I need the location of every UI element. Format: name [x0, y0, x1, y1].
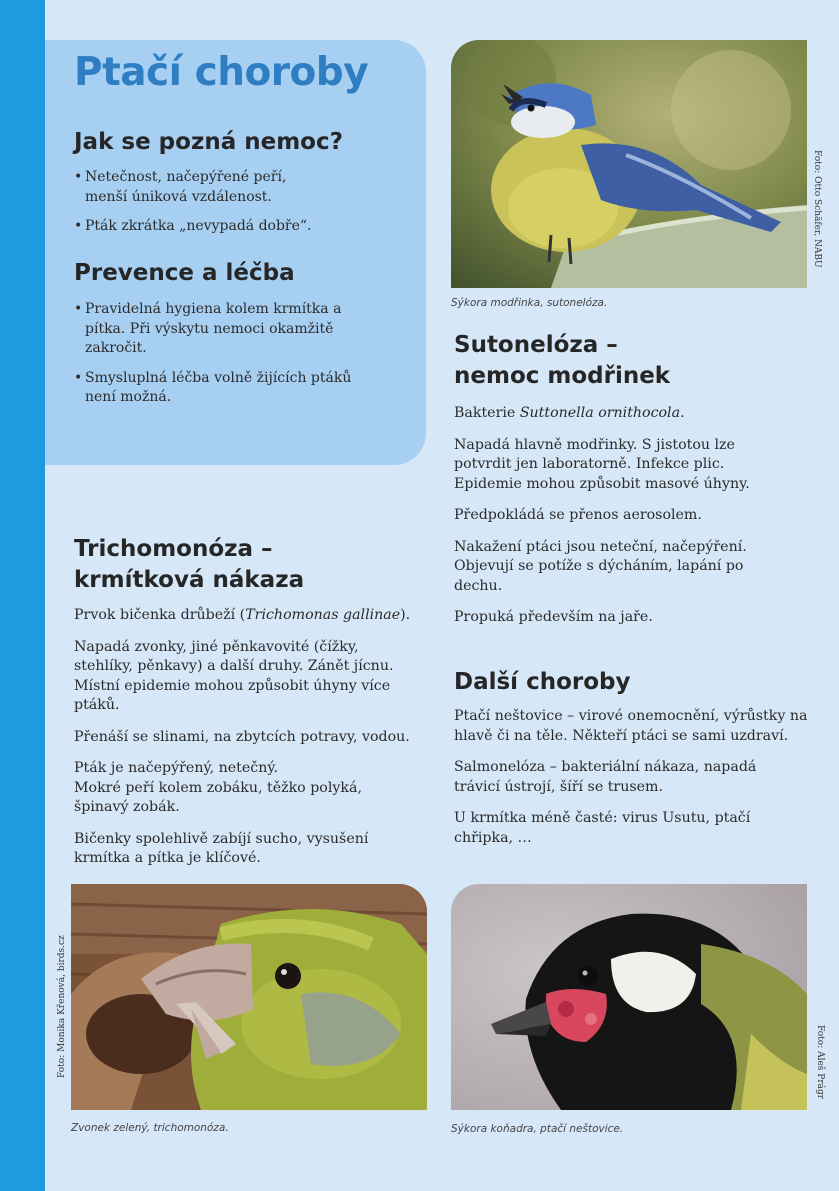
heading-how-to-recognize: Jak se pozná nemoc?	[74, 129, 343, 155]
text-other-diseases	[454, 707, 809, 860]
latin-name: Suttonella ornithocola	[519, 405, 681, 421]
trichomonosis-p1	[74, 606, 429, 626]
other-p2: Salmonelóza – bakteriální nákaza, napadá trávicí ústrojí, šíří se trusem.	[454, 759, 757, 795]
text-span: Prvok bičenka drůbeží (	[74, 607, 246, 623]
bullet-item: • Smysluplná léčba volně žijících ptáků není možná.	[74, 369, 385, 408]
heading-other-diseases: Další choroby	[454, 669, 631, 695]
trichomonosis-p5: Bičenky spolehlivě zabíjí sucho, vysušení krmítka a pítka je klíčové.	[74, 830, 369, 866]
photo-great-tit	[451, 884, 807, 1110]
bullet-item: • Pravidelná hygiena kolem krmítka a pítka. Při výskytu nemoci okamžitě zakročit.	[74, 300, 385, 359]
heading-trichomonosis	[74, 534, 304, 596]
heading-trichomonosis-line2: krmítková nákaza	[74, 567, 305, 593]
other-p1: Ptačí neštovice – virové onemocnění, výrůstky na hlavě či na těle. Někteří ptáci se sami uzdraví.	[454, 708, 808, 744]
side-stripe	[0, 0, 45, 1191]
caption-blue-tit: Sýkora modřinka, sutonelóza.	[451, 297, 608, 309]
sutonelosis-p4: Nakažení ptáci jsou neteční, načepýření. Objevují se potíže s dýcháním, lapání po dechu.	[454, 538, 747, 594]
sutonelosis-p3: Předpokládá se přenos aerosolem.	[454, 507, 702, 523]
credit-greenfinch: Foto: Monika Křenová, birds.cz	[57, 935, 67, 1078]
latin-name: Trichomonas gallinae	[245, 607, 401, 623]
heading-sutonelosis	[454, 330, 670, 392]
credit-blue-tit: Foto: Otto Schäfer, NABU	[812, 150, 822, 268]
other-p3: U krmítka méně časté: virus Usutu, ptačí chřipka, …	[454, 810, 751, 846]
bullet-item: • Netečnost, načepýřené peří, menší úniková vzdálenost.	[74, 168, 315, 207]
page-title: Ptačí choroby	[74, 50, 369, 95]
photo-greenfinch	[71, 884, 427, 1110]
heading-sutonelosis-line2: nemoc modřinek	[454, 363, 671, 389]
text-span: ).	[400, 607, 411, 623]
sutonelosis-p1	[454, 404, 794, 424]
heading-sutonelosis-line1: Sutonelóza –	[454, 332, 618, 358]
trichomonosis-p2: Napadá zvonky, jiné pěnkavovité (čížky, stehlíky, pěnkavy) a další druhy. Zánět jícnu. Místní epidemie mohou způsobit úhyny více ptáků.	[74, 638, 394, 713]
credit-great-tit: Foto: Aleš Prágr	[815, 1025, 825, 1100]
photo-blue-tit	[451, 40, 807, 288]
sutonelosis-p2: Napadá hlavně modřinky. S jistotou lze potvrdit jen laboratorně. Infekce plic. Epidemie mohou způsobit masové úhyny.	[454, 436, 750, 492]
text-trichomonosis	[74, 606, 429, 881]
heading-trichomonosis-line1: Trichomonóza –	[74, 536, 273, 562]
trichomonosis-p4	[74, 759, 394, 818]
bullet-item: • Pták zkrátka „nevypadá dobře“.	[74, 217, 404, 237]
text-span: Pták je načepýřený, netečný.	[74, 760, 278, 776]
heading-prevention: Prevence a léčba	[74, 260, 295, 286]
text-sutonelosis	[454, 404, 794, 640]
text-span: .	[680, 405, 685, 421]
bullets-prevention	[74, 300, 404, 418]
text-span: Mokré peří kolem zobáku, těžko polyká, špinavý zobák.	[74, 779, 362, 815]
sutonelosis-p5: Propuká především na jaře.	[454, 609, 653, 625]
trichomonosis-p3: Přenáší se slinami, na zbytcích potravy, vodou.	[74, 728, 410, 745]
bullets-how-to-recognize	[74, 168, 404, 247]
text-span: Bakterie	[454, 405, 520, 421]
caption-great-tit: Sýkora koňadra, ptačí neštovice.	[451, 1123, 624, 1135]
caption-greenfinch: Zvonek zelený, trichomonóza.	[71, 1122, 229, 1134]
